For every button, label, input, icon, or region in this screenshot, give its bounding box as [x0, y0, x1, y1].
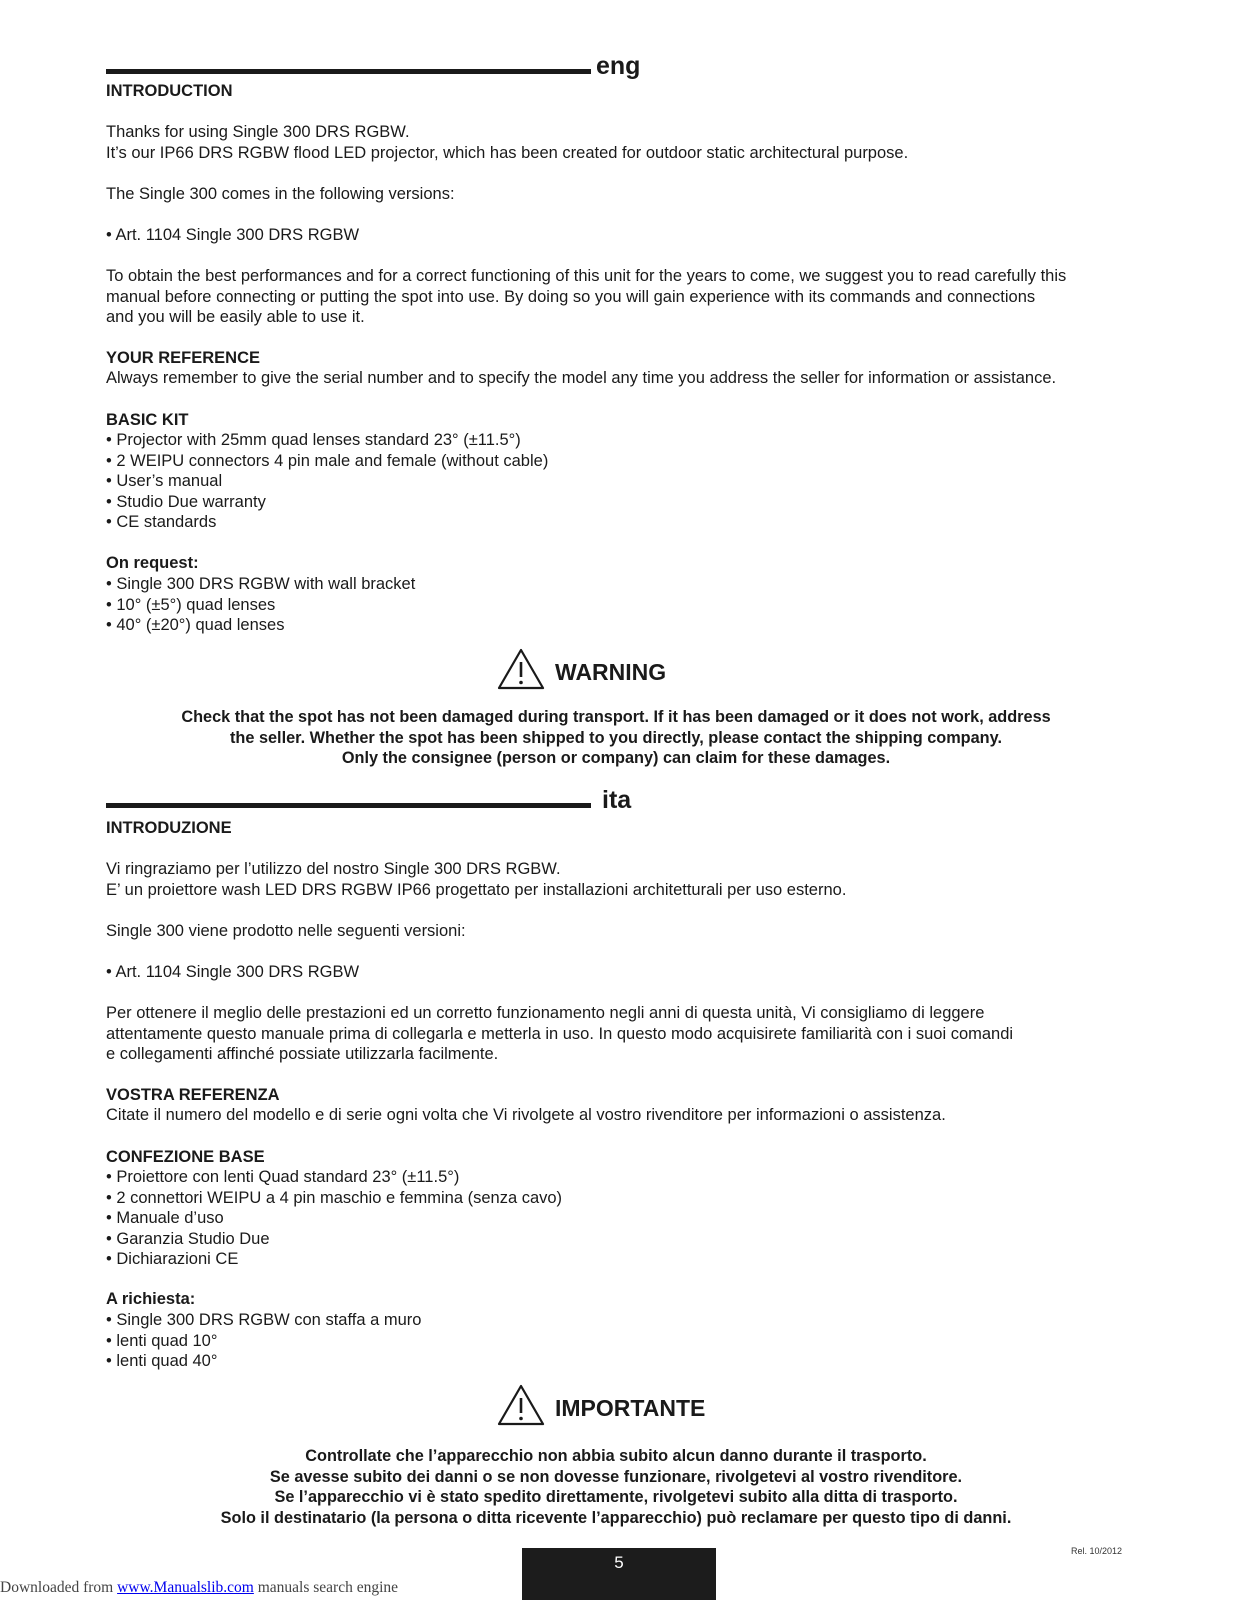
ita-request-title: A richiesta:	[106, 1290, 196, 1308]
eng-request-list	[106, 574, 415, 636]
eng-warning-line: the seller. Whether the spot has been shipped to you directly, please contact the shipping company.	[230, 728, 1002, 747]
eng-intro-line: It’s our IP66 DRS RGBW flood LED projector, which has been created for outdoor static architectural purpose.	[106, 143, 909, 162]
eng-reference-text: Always remember to give the serial number and to specify the model any time you address the seller for information or assistance.	[106, 369, 1057, 387]
warning-triangle-icon	[497, 648, 545, 695]
eng-warning-heading	[497, 648, 666, 695]
list-item: • Studio Due warranty	[106, 492, 266, 511]
manualslib-link[interactable]: www.Manualslib.com	[117, 1579, 254, 1596]
eng-performance-line: manual before connecting or putting the spot into use. By doing so you will gain experience with its commands and connections	[106, 287, 1036, 306]
eng-kit-title: BASIC KIT	[106, 411, 189, 429]
ita-performance-paragraph	[106, 1003, 1013, 1065]
eng-kit-list	[106, 430, 548, 533]
ita-warning-line: Solo il destinatario (la persona o ditta ricevente l’apparecchio) può reclamare per questo tipo di danni.	[220, 1508, 1012, 1527]
ita-request-list	[106, 1310, 421, 1372]
ita-intro-line: E’ un proiettore wash LED DRS RGBW IP66 progettato per installazioni architetturali per uso esterno.	[106, 880, 847, 899]
ita-performance-line: attentamente questo manuale prima di collegarla e metterla in uso. In questo modo acquisirete familiarità con i suoi comandi	[106, 1024, 1014, 1043]
list-item: • User’s manual	[106, 472, 223, 490]
ita-warning-line: Se avesse subito dei danni o se non dovesse funzionare, rivolgetevi al vostro rivenditore.	[269, 1467, 963, 1486]
eng-intro-line: Thanks for using Single 300 DRS RGBW.	[106, 123, 410, 141]
list-item: • Single 300 DRS RGBW with wall bracket	[106, 575, 416, 593]
list-item: • 2 connettori WEIPU a 4 pin maschio e femmina (senza cavo)	[106, 1188, 563, 1207]
page-number-box	[522, 1548, 716, 1600]
ita-versions-text: Single 300 viene prodotto nelle seguenti versioni:	[106, 922, 466, 940]
eng-reference-title: YOUR REFERENCE	[106, 349, 261, 367]
eng-warning-title: WARNING	[555, 658, 667, 685]
eng-performance-paragraph	[106, 266, 1066, 328]
ita-reference-text: Citate il numero del modello e di serie ogni volta che Vi rivolgete al vostro rivenditore per informazioni o assistenza.	[106, 1106, 946, 1124]
eng-performance-line: and you will be easily able to use it.	[106, 308, 365, 326]
ita-header-rule	[106, 803, 591, 808]
release-note: Rel. 10/2012	[1071, 1546, 1123, 1556]
list-item: • 40° (±20°) quad lenses	[106, 616, 285, 634]
ita-warning-text	[106, 1446, 1126, 1528]
eng-request-title: On request:	[106, 554, 199, 572]
list-item: • Single 300 DRS RGBW con staffa a muro	[106, 1311, 422, 1329]
eng-intro-title: INTRODUCTION	[106, 82, 233, 100]
eng-versions-text: The Single 300 comes in the following versions:	[106, 185, 455, 203]
list-item: • lenti quad 10°	[106, 1331, 218, 1350]
ita-intro-title: INTRODUZIONE	[106, 819, 232, 837]
ita-warning-line: Controllate che l’apparecchio non abbia subito alcun danno durante il trasporto.	[305, 1447, 927, 1465]
list-item: • Projector with 25mm quad lenses standard 23° (±11.5°)	[106, 431, 521, 449]
ita-warning-line: Se l’apparecchio vi è stato spedito direttamente, rivolgetevi subito alla ditta di trasporto.	[274, 1488, 958, 1506]
ita-performance-line: Per ottenere il meglio delle prestazioni ed un corretto funzionamento negli anni di questa unità, Vi consigliamo di leggere	[106, 1004, 985, 1022]
list-item: • Proiettore con lenti Quad standard 23° (±11.5°)	[106, 1168, 460, 1186]
ita-language-code: ita	[602, 786, 632, 814]
ita-intro-paragraph	[106, 859, 846, 900]
eng-performance-line: To obtain the best performances and for a correct functioning of this unit for the years to come, we suggest you to read carefully this	[106, 267, 1067, 285]
ita-kit-list	[106, 1167, 562, 1270]
list-item: • 10° (±5°) quad lenses	[106, 595, 276, 614]
ita-intro-line: Vi ringraziamo per l’utilizzo del nostro Single 300 DRS RGBW.	[106, 860, 561, 878]
warning-triangle-icon	[497, 1384, 545, 1431]
eng-intro-paragraph	[106, 122, 908, 163]
ita-warning-title: IMPORTANTE	[555, 1394, 706, 1421]
page-number: 5	[614, 1553, 624, 1572]
ita-performance-line: e collegamenti affinché possiate utilizzarla facilmente.	[106, 1045, 499, 1063]
eng-header-rule	[106, 69, 591, 74]
eng-language-code: eng	[596, 52, 641, 80]
list-item: • Manuale d’uso	[106, 1209, 224, 1227]
download-footer	[0, 1578, 398, 1598]
list-item: • Dichiarazioni CE	[106, 1250, 239, 1268]
eng-version-item: • Art. 1104 Single 300 DRS RGBW	[106, 226, 360, 244]
list-item: • CE standards	[106, 513, 217, 531]
ita-version-item: • Art. 1104 Single 300 DRS RGBW	[106, 963, 360, 981]
ita-reference-title: VOSTRA REFERENZA	[106, 1086, 280, 1104]
list-item: • Garanzia Studio Due	[106, 1229, 270, 1248]
ita-warning-heading	[497, 1384, 705, 1431]
download-suffix: manuals search engine	[253, 1579, 399, 1596]
list-item: • 2 WEIPU connectors 4 pin male and female (without cable)	[106, 451, 549, 470]
ita-kit-title: CONFEZIONE BASE	[106, 1148, 265, 1166]
eng-warning-line: Only the consignee (person or company) can claim for these damages.	[341, 749, 891, 767]
list-item: • lenti quad 40°	[106, 1352, 218, 1370]
download-prefix: Downloaded from	[0, 1579, 118, 1596]
eng-warning-line: Check that the spot has not been damaged during transport. If it has been damaged or it does not work, address	[181, 708, 1051, 726]
eng-warning-text	[106, 707, 1126, 769]
